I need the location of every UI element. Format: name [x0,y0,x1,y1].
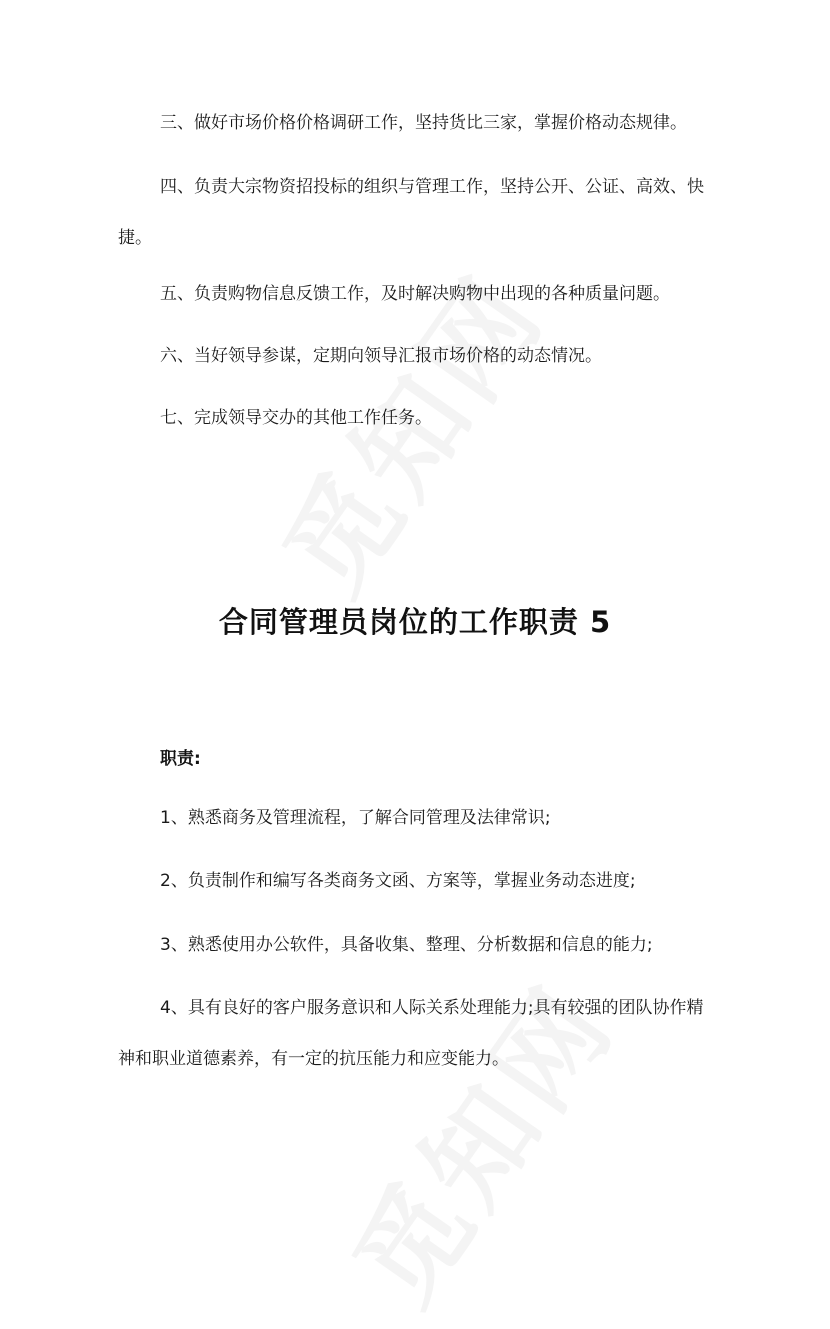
section-title: 合同管理员岗位的工作职责 5 [218,605,612,639]
paragraph-item-5: 五、负责购物信息反馈工作，及时解决购物中出现的各种质量问题。 [160,284,670,304]
paragraph-item-7: 七、完成领导交办的其他工作任务。 [160,408,432,428]
duty-item-2: 2、负责制作和编写各类商务文函、方案等，掌握业务动态进度; [160,871,636,891]
duties-label: 职责: [160,749,201,769]
duty-item-4: 4、具有良好的客户服务意识和人际关系处理能力;具有较强的团队协作精神和职业道德素养，有一定的抗压能力和应变能力。 [118,998,704,1069]
paragraph-item-4: 四、负责大宗物资招投标的组织与管理工作，坚持公开、公证、高效、快捷。 [118,177,704,248]
duty-item-3: 3、熟悉使用办公软件，具备收集、整理、分析数据和信息的能力; [160,935,653,955]
paragraph-item-3: 三、做好市场价格价格调研工作，坚持货比三家，掌握价格动态规律。 [160,113,687,133]
paragraph-item-6: 六、当好领导参谋，定期向领导汇报市场价格的动态情况。 [160,346,602,366]
duty-item-1: 1、熟悉商务及管理流程，了解合同管理及法律常识; [160,808,551,828]
